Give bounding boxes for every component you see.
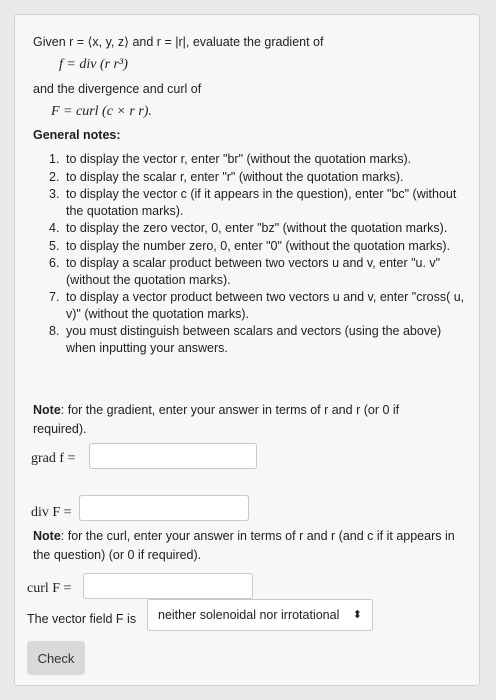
note-text: you must distinguish between scalars and vectors (using the above) when inputting your answers. — [66, 324, 442, 355]
note-text: to display a scalar product between two vectors u and v, enter "u. v" (without the quotation marks). — [66, 256, 441, 287]
note-number: 2. — [49, 169, 60, 184]
div-label: div F = — [31, 505, 72, 520]
note-gradient-bold: Note — [33, 403, 61, 417]
select-arrows-icon: ⬍ — [352, 609, 362, 621]
note-curl — [33, 527, 463, 565]
F-expression: F = curl (c × r r). — [51, 104, 152, 119]
note-text: to display the zero vector, 0, enter "bz" (without the quotation marks). — [66, 221, 448, 235]
note-item — [49, 255, 469, 288]
note-curl-text: : for the curl, enter your answer in terms of r and r (and c if it appears in the question) (or 0 if required). — [33, 529, 455, 562]
note-text: to display the scalar r, enter "r" (without the quotation marks). — [66, 169, 404, 184]
note-item — [49, 289, 469, 322]
grad-input[interactable] — [89, 443, 257, 469]
note-text: to display a vector product between two vectors u and v, enter "cross( u, v)" (without the quotation marks). — [66, 290, 465, 321]
note-number: 6. — [49, 256, 60, 270]
note-number: 5. — [49, 238, 60, 253]
check-button[interactable]: Check — [27, 641, 85, 675]
note-text: to display the vector c (if it appears in the question), enter "bc" (without the quotation marks). — [66, 187, 457, 218]
note-item — [49, 220, 469, 237]
note-number: 3. — [49, 187, 60, 201]
note-number: 4. — [49, 221, 60, 235]
note-number: 7. — [49, 290, 60, 304]
grad-label: grad f = — [31, 451, 76, 466]
note-number: 8. — [49, 324, 60, 338]
note-item — [49, 186, 469, 219]
vector-field-label: The vector field F is — [27, 612, 137, 626]
note-curl-bold: Note — [33, 529, 61, 543]
vector-field-select[interactable] — [147, 599, 373, 631]
general-notes-list — [49, 151, 469, 357]
curl-label: curl F = — [27, 581, 72, 596]
vector-field-selected-value: neither solenoidal nor irrotational — [158, 608, 340, 622]
intro-and: and the divergence and curl of — [33, 82, 202, 96]
note-text: to display the number zero, 0, enter "0" (without the quotation marks). — [66, 238, 451, 253]
general-notes-title: General notes: — [33, 128, 121, 142]
note-gradient-text: : for the gradient, enter your answer in terms of r and r (or 0 if required). — [33, 403, 400, 436]
note-item — [49, 151, 469, 168]
note-item — [49, 169, 469, 186]
curl-input[interactable] — [83, 573, 253, 599]
note-gradient — [33, 401, 433, 439]
note-number: 1. — [49, 152, 60, 166]
note-text: to display the vector r, enter "br" (without the quotation marks). — [66, 152, 412, 166]
intro-given: Given r = ⟨x, y, z⟩ and r = |r|, evaluate the gradient of — [33, 35, 324, 49]
div-input[interactable] — [79, 495, 249, 521]
f-expression: f = div (r r³) — [59, 57, 128, 72]
question-card — [14, 14, 480, 686]
note-item — [49, 323, 469, 356]
note-item — [49, 238, 469, 255]
